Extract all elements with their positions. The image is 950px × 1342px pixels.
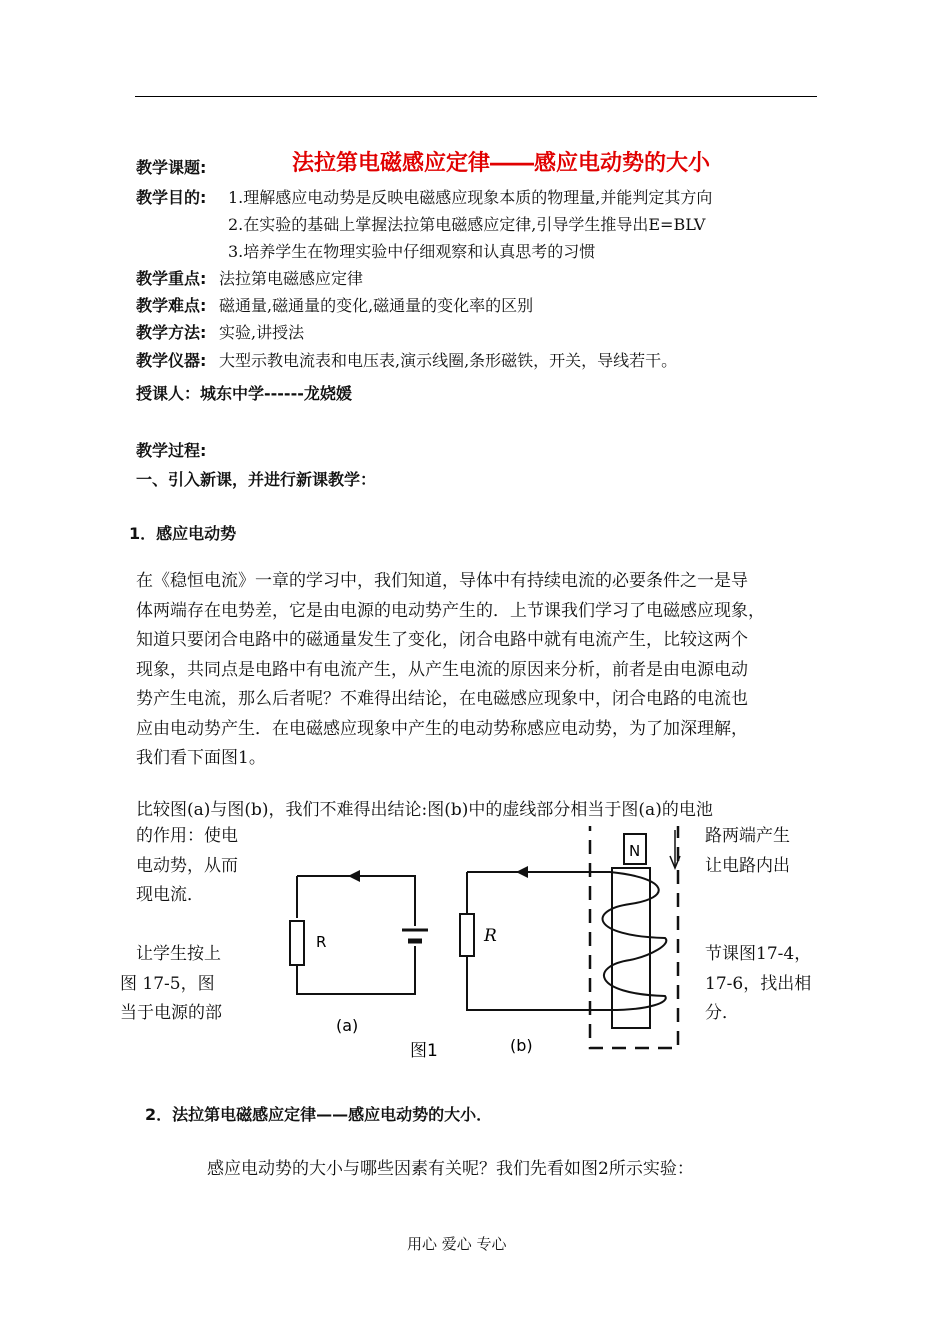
- process-title: 教学过程:: [136, 441, 207, 460]
- resistor-a-label: R: [316, 933, 327, 951]
- key-label: 教学重点:: [136, 269, 207, 288]
- column-line: 图 17-5，图: [120, 973, 215, 994]
- paragraph-line: 势产生电流，那么后者呢？不难得出结论，在电磁感应现象中，闭合电路的电流也: [136, 689, 748, 709]
- course-label: 教学课题:: [136, 158, 207, 177]
- goal-2: 2.在实验的基础上掌握法拉第电磁感应定律,引导学生推导出E=BLV: [228, 215, 706, 234]
- header-rule: [135, 96, 817, 97]
- subsection-1-heading: 1．感应电动势: [129, 524, 237, 543]
- column-line: 路两端产生: [705, 826, 790, 846]
- left-column-text: [120, 822, 238, 1029]
- caption-a: (a): [336, 1016, 359, 1035]
- column-line: [705, 911, 811, 941]
- column-line: 的作用：使电: [136, 826, 238, 846]
- teacher-line: 授课人：城东中学------龙娆媛: [136, 384, 352, 403]
- circuit-b-wire-bottom: [467, 956, 610, 1010]
- paragraph-line: 我们看下面图1。: [136, 748, 266, 768]
- magnet-pole-label: N: [629, 842, 641, 860]
- paragraph-line: 知道只要闭合电路中的磁通量发生了变化，闭合电路中就有电流产生，比较这两个: [136, 630, 748, 650]
- difficulty-text: 磁通量,磁通量的变化,磁通量的变化率的区别: [219, 296, 534, 315]
- current-arrow-a: [348, 870, 360, 882]
- column-line: 当于电源的部: [120, 1003, 222, 1023]
- current-arrow-b: [516, 866, 528, 878]
- method-text: 实验,讲授法: [219, 323, 305, 342]
- intro-paragraph: [136, 567, 765, 774]
- goals-label: 教学目的:: [136, 188, 207, 207]
- caption-b: (b): [510, 1036, 533, 1055]
- circuit-figure: [270, 826, 695, 1066]
- column-line: 电动势，从而: [136, 855, 238, 876]
- column-line: 节课图17-4，: [705, 944, 812, 964]
- equipment-label: 教学仪器:: [136, 351, 207, 370]
- column-line: 现电流．: [136, 885, 204, 905]
- resistor-b-label: R: [484, 926, 497, 946]
- solenoid-core: [612, 868, 650, 1028]
- goal-1: 1.理解感应电动势是反映电磁感应现象本质的物理量,并能判定其方向: [228, 188, 713, 207]
- paragraph-line: 现象，共同点是电路中有电流产生，从产生电流的原因来分析，前者是由电源电动: [136, 659, 748, 680]
- subsection-2-heading: 2．法拉第电磁感应定律——感应电动势的大小．: [145, 1105, 493, 1124]
- footer-motto: 用心 爱心 专心: [407, 1235, 507, 1253]
- column-line: [136, 911, 238, 941]
- figure-caption: 图1: [410, 1041, 438, 1061]
- goal-3: 3.培养学生在物理实验中仔细观察和认真思考的习惯: [228, 242, 596, 261]
- section-1-heading: 一、引入新课，并进行新课教学：: [136, 470, 377, 489]
- right-column-text: [705, 822, 811, 1029]
- course-title: 法拉第电磁感应定律――感应电动势的大小: [292, 151, 711, 176]
- circuit-b-resistor: [460, 914, 474, 956]
- paragraph-line: 体两端存在电势差，它是由电源的电动势产生的．上节课我们学习了电磁感应现象，: [136, 600, 765, 621]
- difficulty-label: 教学难点:: [136, 296, 207, 315]
- compare-line: 比较图(a)与图(b)，我们不难得出结论:图(b)中的虚线部分相当于图(a)的电池: [136, 800, 713, 820]
- column-line: [705, 881, 811, 911]
- paragraph-line: 在《稳恒电流》一章的学习中，我们知道，导体中有持续电流的必要条件之一是导: [136, 571, 748, 591]
- column-line: 17-6，找出相: [705, 973, 812, 994]
- method-label: 教学方法:: [136, 323, 207, 342]
- paragraph-line: 应由电动势产生．在电磁感应现象中产生的电动势称感应电动势，为了加深理解，: [136, 718, 748, 739]
- column-line: 让电路内出: [705, 855, 790, 876]
- key-text: 法拉第电磁感应定律: [219, 269, 364, 288]
- circuit-a-wire-top: [297, 876, 415, 926]
- equipment-text: 大型示教电流表和电压表,演示线圈,条形磁铁，开关，导线若干。: [219, 351, 678, 370]
- experiment-intro: 感应电动势的大小与哪些因素有关呢？我们先看如图2所示实验：: [207, 1159, 694, 1179]
- column-line: 让学生按上: [136, 944, 221, 964]
- circuit-a-resistor: [290, 921, 304, 965]
- circuit-a-wire-bottom: [297, 946, 415, 994]
- column-line: 分．: [705, 1003, 739, 1023]
